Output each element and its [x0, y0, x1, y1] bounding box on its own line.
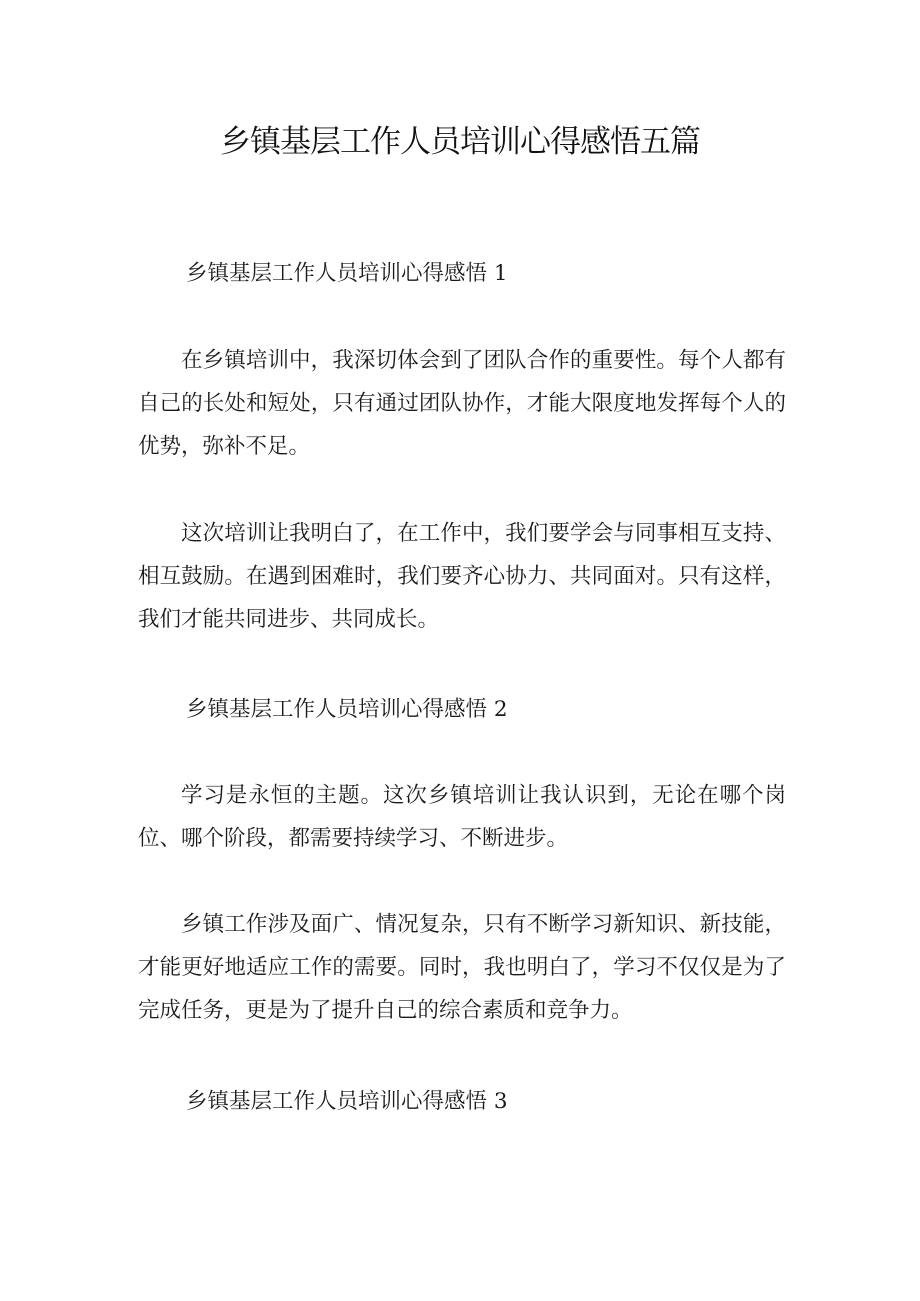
section-heading-3: 乡镇基层工作人员培训心得感悟 3 [186, 1089, 508, 1114]
section-heading-1: 乡镇基层工作人员培训心得感悟 1 [186, 261, 508, 286]
section-2-paragraph-2: 乡镇工作涉及面广、情况复杂，只有不断学习新知识、新技能，才能更好地适应工作的需要。同时，我也明白了，学习不仅仅是为了完成任务，更是为了提升自己的综合素质和竞争力。 [138, 912, 786, 1023]
section-2-paragraph-1: 学习是永恒的主题。这次乡镇培训让我认识到，无论在哪个岗位、哪个阶段，都需要持续学习、不断进步。 [138, 783, 786, 851]
document-title: 乡镇基层工作人员培训心得感悟五篇 [220, 124, 700, 160]
section-heading-2: 乡镇基层工作人员培训心得感悟 2 [186, 697, 508, 722]
section-1-paragraph-2: 这次培训让我明白了，在工作中，我们要学会与同事相互支持、相互鼓励。在遇到困难时，我们要齐心协力、共同面对。只有这样，我们才能共同进步、共同成长。 [138, 521, 786, 632]
section-1-paragraph-1: 在乡镇培训中，我深切体会到了团队合作的重要性。每个人都有自己的长处和短处，只有通过团队协作，才能大限度地发挥每个人的优势，弥补不足。 [138, 348, 786, 459]
